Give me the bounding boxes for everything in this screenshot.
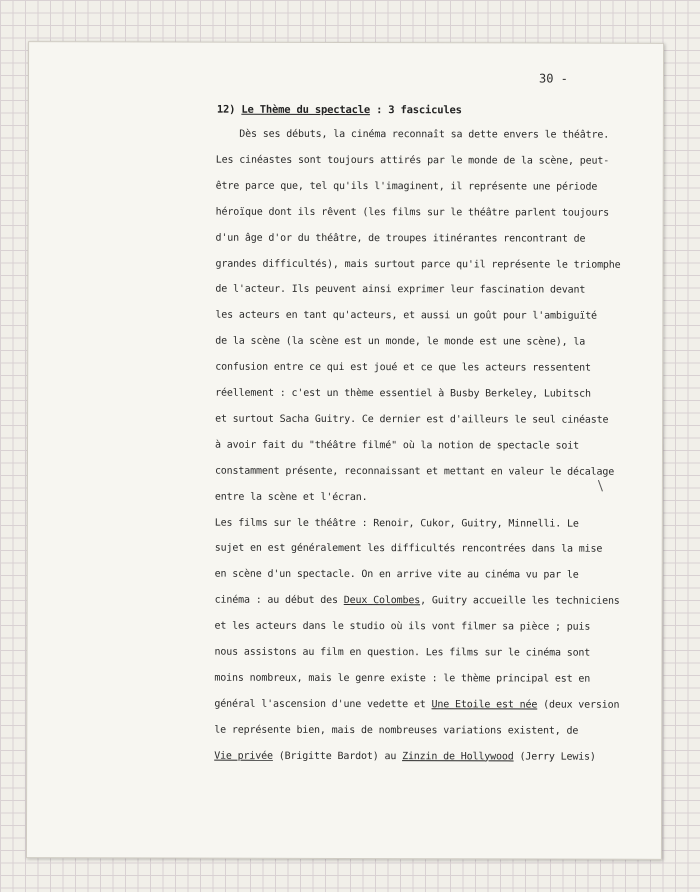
underlined-title: Une Etoile est née bbox=[431, 699, 538, 711]
text-line: d'un âge d'or du théâtre, de troupes itinérantes rencontrant de bbox=[215, 232, 586, 245]
text-line: constamment présente, reconnaissant et mettant en valeur le décalage bbox=[214, 465, 615, 478]
text-span: (Brigitte Bardot) au bbox=[272, 750, 403, 762]
underlined-title: Vie privée bbox=[214, 750, 273, 762]
text-line: réellement : c'est un thème essentiel à Busby Berkeley, Lubitsch bbox=[215, 387, 591, 400]
text-line: en scène d'un spectacle. On en arrive vite au cinéma vu par le bbox=[214, 568, 579, 581]
text-span: (Jerry Lewis) bbox=[513, 751, 596, 763]
text-span: général l'ascension d'une vedette et bbox=[214, 698, 432, 711]
section-subtitle: : 3 fascicules bbox=[369, 104, 462, 117]
text-line: de la scène (la scène est un monde, le monde est une scène), la bbox=[215, 335, 586, 348]
text-line bbox=[214, 750, 596, 762]
text-line: à avoir fait du "théâtre filmé" où la notion de spectacle soit bbox=[214, 439, 580, 452]
text-line: de l'acteur. Ils peuvent ainsi exprimer leur fascination devant bbox=[215, 284, 586, 297]
page-number: 30 - bbox=[538, 71, 568, 86]
text-line: héroïque dont ils rêvent (les films sur le théâtre parlent toujours bbox=[215, 206, 609, 219]
text-line: Les films sur le théâtre : Renoir, Cukor, Guitry, Minnelli. Le bbox=[214, 517, 579, 530]
text-line: et les acteurs dans le studio où ils vont filmer sa pièce ; puis bbox=[214, 620, 591, 633]
text-line: sujet en est généralement les difficultés rencontrées dans la mise bbox=[214, 543, 603, 556]
underlined-title: Zinzin de Hollywood bbox=[402, 750, 514, 763]
text-line: le représente bien, mais de nombreuses variations existent, de bbox=[214, 724, 579, 737]
text-line: entre la scène et l'écran. bbox=[214, 491, 368, 503]
text-span: , Guitry accueille les techniciens bbox=[420, 595, 620, 607]
text-line bbox=[215, 595, 620, 607]
text-line: Dès ses débuts, la cinéma reconnaît sa dette envers le théâtre. bbox=[215, 128, 610, 141]
text-line: et surtout Sacha Guitry. Ce dernier est d'ailleurs le seul cinéaste bbox=[215, 413, 609, 426]
underlined-title: Deux Colombes bbox=[343, 595, 421, 607]
section-number: 12) bbox=[216, 103, 236, 116]
text-span: (deux version bbox=[537, 699, 620, 711]
text-line: les acteurs en tant qu'acteurs, et aussi un goût pour l'ambiguïté bbox=[215, 309, 597, 322]
text-line: être parce que, tel qu'ils l'imaginent, il représente une période bbox=[215, 180, 598, 193]
text-line bbox=[214, 698, 619, 710]
text-line: nous assistons au film en question. Les films sur le cinéma sont bbox=[214, 646, 591, 659]
body-text bbox=[27, 42, 663, 859]
text-span: cinéma : au début des bbox=[214, 594, 344, 607]
section-title: Le Thème du spectacle bbox=[241, 103, 370, 117]
text-line: grandes difficultés), mais surtout parce qu'il représente le triomphe bbox=[215, 258, 621, 271]
text-line: Les cinéastes sont toujours attirés par le monde de la scène, peut- bbox=[215, 154, 610, 167]
typed-page bbox=[26, 41, 664, 860]
text-line: moins nombreux, mais le genre existe : le thème principal est en bbox=[214, 672, 591, 685]
text-line: confusion entre ce qui est joué et ce que les acteurs ressentent bbox=[215, 361, 591, 374]
